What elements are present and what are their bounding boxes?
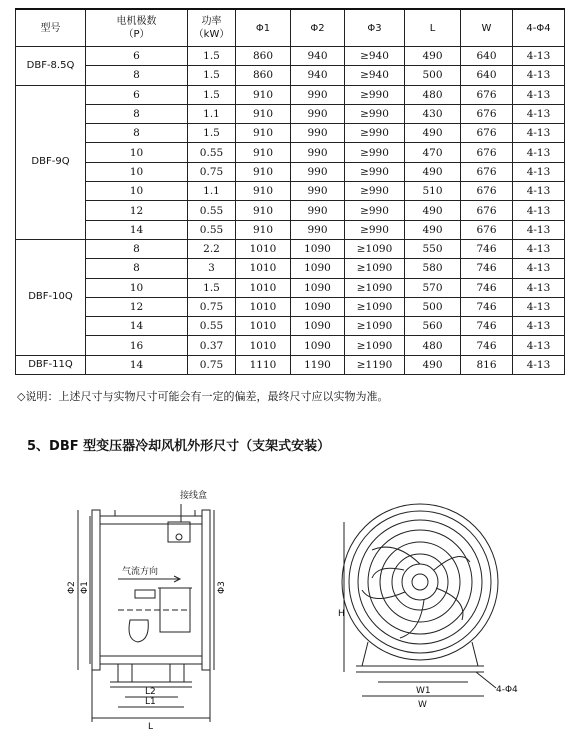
model-cell: DBF-9Q [16,85,86,239]
table-cell: 490 [405,47,461,66]
header-W: W [461,9,513,47]
table-cell: 2.2 [188,239,236,258]
table-cell: 910 [236,85,291,104]
label-airflow: 气流方向 [122,567,159,577]
table-cell: 8 [86,259,188,278]
label-L: L [148,722,154,732]
table-cell: 640 [461,47,513,66]
table-cell: 746 [461,317,513,336]
table-cell: 4-13 [513,124,565,143]
table-cell: 1010 [236,239,291,258]
header-phi1: Φ1 [236,9,291,47]
table-cell: 746 [461,336,513,355]
table-cell: 640 [461,66,513,85]
table-cell: 4-13 [513,220,565,239]
table-cell: 1010 [236,317,291,336]
inlet-flange [92,510,100,670]
table-cell: 910 [236,201,291,220]
table-row [16,297,565,316]
table-cell: 480 [405,336,461,355]
table-cell: 14 [86,355,188,374]
table-cell: 1.1 [188,104,236,123]
table-cell: ≥1090 [345,317,405,336]
table-cell: 676 [461,220,513,239]
table-cell: 4-13 [513,355,565,374]
table-cell: ≥1190 [345,355,405,374]
table-cell: 1090 [291,278,345,297]
table-cell: 8 [86,239,188,258]
model-cell: DBF-8.5Q [16,47,86,86]
table-cell: 990 [291,162,345,181]
table-cell: 1010 [236,336,291,355]
table-cell: 3 [188,259,236,278]
table-row [16,66,565,85]
impeller-blade [129,620,148,642]
table-cell: 4-13 [513,182,565,201]
label-L1: L1 [145,697,156,707]
model-cell: DBF-11Q [16,355,86,374]
table-cell: 4-13 [513,47,565,66]
outlet-flange [202,510,210,670]
header-L: L [405,9,461,47]
table-row [16,278,565,297]
table-row [16,104,565,123]
front-view [342,504,498,696]
table-cell: 490 [405,355,461,374]
outer-ring [342,504,498,660]
header-power [188,9,236,47]
table-cell: 990 [291,182,345,201]
table-cell: 12 [86,201,188,220]
table-cell: 4-13 [513,104,565,123]
label-W: W [418,700,427,710]
table-cell: 12 [86,297,188,316]
label-W1: W1 [416,686,431,696]
table-cell: 14 [86,317,188,336]
table-cell: 14 [86,220,188,239]
table-cell: 10 [86,162,188,181]
table-row [16,162,565,181]
label-holes: 4-Φ4 [496,685,518,695]
table-cell: 4-13 [513,336,565,355]
table-cell: 1.5 [188,66,236,85]
table-cell: 4-13 [513,278,565,297]
table-cell: 1010 [236,259,291,278]
table-body [16,47,565,375]
header-phi3: Φ3 [345,9,405,47]
table-cell: 1190 [291,355,345,374]
section-title: 5、DBF 型变压器冷却风机外形尺寸（支架式安装） [27,439,331,454]
table-cell: 676 [461,182,513,201]
table-cell: 10 [86,143,188,162]
table-cell: 910 [236,124,291,143]
table-cell: 4-13 [513,143,565,162]
label-junction-box: 接线盒 [180,491,208,501]
table-cell: 816 [461,355,513,374]
table-cell: 910 [236,104,291,123]
table-cell: 4-13 [513,162,565,181]
table-cell: 0.55 [188,317,236,336]
label-phi1: Φ1 [80,581,90,594]
table-cell: 910 [236,220,291,239]
table-cell: 8 [86,66,188,85]
junction-box [168,522,190,542]
table-row [16,143,565,162]
table-cell: 940 [291,66,345,85]
model-cell: DBF-10Q [16,239,86,355]
table-cell: 1090 [291,336,345,355]
table-cell: 990 [291,201,345,220]
table-cell: ≥1090 [345,259,405,278]
table-cell: 0.55 [188,143,236,162]
table-cell: 1090 [291,317,345,336]
table-row [16,220,565,239]
table-cell: 490 [405,201,461,220]
table-cell: ≥990 [345,143,405,162]
hub [402,564,438,600]
table-cell: 490 [405,220,461,239]
table-cell: 4-13 [513,201,565,220]
table-cell: ≥1090 [345,297,405,316]
table-row [16,201,565,220]
table-cell: 910 [236,143,291,162]
table-cell: ≥940 [345,47,405,66]
table-cell: ≥1090 [345,336,405,355]
table-cell: 990 [291,104,345,123]
table-cell: ≥990 [345,104,405,123]
table-cell: 8 [86,124,188,143]
table-cell: 1.5 [188,47,236,66]
header-poles-label: 电机极数 [116,16,157,27]
table-cell: 860 [236,66,291,85]
table-cell: 550 [405,239,461,258]
table-cell: ≥1090 [345,239,405,258]
table-cell: ≥990 [345,162,405,181]
table-cell: 0.75 [188,162,236,181]
table-cell: ≥1090 [345,278,405,297]
table-cell: 990 [291,124,345,143]
table-cell: 0.37 [188,336,236,355]
table-cell: 1090 [291,259,345,278]
table-cell: 580 [405,259,461,278]
table-cell: 676 [461,104,513,123]
table-cell: 860 [236,47,291,66]
header-poles-unit: （P） [123,29,150,40]
table-cell: 1.5 [188,278,236,297]
table-row [16,182,565,201]
table-cell: 676 [461,162,513,181]
table-cell: 4-13 [513,297,565,316]
table-cell: 1110 [236,355,291,374]
guard-grille [358,520,482,644]
label-phi2: Φ2 [67,581,77,594]
table-cell: 560 [405,317,461,336]
header-power-label: 功率 [201,16,222,27]
table-cell: 746 [461,259,513,278]
table-cell: 430 [405,104,461,123]
table-cell: 990 [291,220,345,239]
table-cell: ≥990 [345,201,405,220]
label-phi3: Φ3 [217,581,227,594]
table-cell: 4-13 [513,259,565,278]
table-cell: 16 [86,336,188,355]
table-cell: 910 [236,182,291,201]
table-cell: 676 [461,143,513,162]
table-row [16,85,565,104]
table-cell: 676 [461,201,513,220]
table-cell: 10 [86,278,188,297]
table-cell: 8 [86,104,188,123]
table-cell: 1090 [291,239,345,258]
table-cell: ≥990 [345,85,405,104]
support-base [362,642,478,666]
table-cell: ≥940 [345,66,405,85]
table-cell: 6 [86,47,188,66]
table-cell: 676 [461,85,513,104]
table-cell: 0.55 [188,220,236,239]
table-row [16,336,565,355]
table-cell: 490 [405,124,461,143]
table-cell: 480 [405,85,461,104]
table-cell: 510 [405,182,461,201]
table-cell: 4-13 [513,239,565,258]
table-cell: 746 [461,239,513,258]
table-row [16,239,565,258]
table-cell: 490 [405,162,461,181]
table-cell: 0.55 [188,201,236,220]
header-holes: 4-Φ4 [513,9,565,47]
table-cell: 676 [461,124,513,143]
table-cell: 910 [236,162,291,181]
table-row [16,317,565,336]
table-cell: 1.1 [188,182,236,201]
table-cell: 940 [291,47,345,66]
table-cell: ≥990 [345,220,405,239]
table-cell: 4-13 [513,317,565,336]
table-cell: 746 [461,297,513,316]
table-cell: 6 [86,85,188,104]
table-cell: 0.75 [188,297,236,316]
table-row [16,355,565,374]
table-cell: 570 [405,278,461,297]
spec-table [15,8,565,375]
fan-dimension-drawing [0,470,578,737]
table-row [16,47,565,66]
table-cell: 990 [291,85,345,104]
table-cell: 746 [461,278,513,297]
header-phi2: Φ2 [291,9,345,47]
note-text: ◇说明：上述尺寸与实物尺寸可能会有一定的偏差，最终尺寸应以实物为准。 [17,390,389,403]
table-cell: 1.5 [188,85,236,104]
table-cell: 4-13 [513,85,565,104]
table-cell: 500 [405,297,461,316]
table-cell: 10 [86,182,188,201]
table-cell: 0.75 [188,355,236,374]
table-row [16,124,565,143]
table-cell: 1010 [236,297,291,316]
table-cell: 500 [405,66,461,85]
label-H: H [338,609,345,619]
table-cell: 1.5 [188,124,236,143]
label-L2: L2 [145,687,156,697]
table-cell: 4-13 [513,66,565,85]
table-header-row [16,9,565,47]
table-cell: ≥990 [345,124,405,143]
table-cell: 1010 [236,278,291,297]
table-cell: 990 [291,143,345,162]
table-cell: 1090 [291,297,345,316]
table-cell: 470 [405,143,461,162]
table-row [16,259,565,278]
header-poles [86,9,188,47]
table-cell: ≥990 [345,182,405,201]
header-model: 型号 [16,9,86,47]
header-power-unit: （kW） [193,29,230,40]
